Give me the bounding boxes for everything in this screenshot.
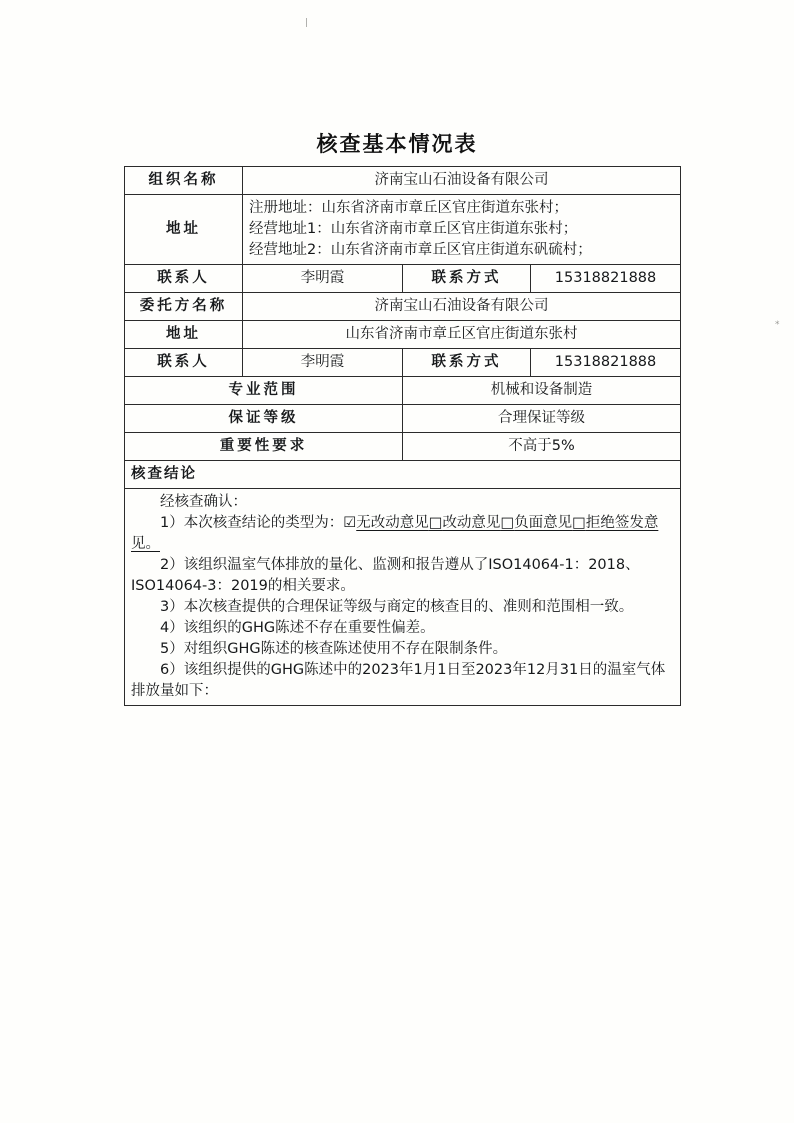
checkbox-negative[interactable]: □: [500, 515, 515, 532]
option-refuse: 拒绝签发意见。: [131, 515, 659, 553]
table-row: [125, 293, 681, 321]
row-value-address: [243, 195, 681, 265]
table-row: [125, 377, 681, 405]
conclusion-item-2: 2）该组织温室气体排放的量化、监测和报告遵从了ISO14064-1：2018、ISO14064-3：2019的相关要求。: [131, 557, 640, 595]
row-value-assurance-level: 合理保证等级: [403, 405, 681, 433]
row-label-materiality: 重要性要求: [125, 433, 403, 461]
conclusion-body: [125, 489, 681, 706]
address-line-operating-2: 经营地址2：山东省济南市章丘区官庄街道东矾硫村；: [249, 242, 592, 259]
row-label-assurance-level: 保证等级: [125, 405, 403, 433]
address-line-registered: 注册地址：山东省济南市章丘区官庄街道东张村；: [249, 200, 568, 217]
table-row: [125, 321, 681, 349]
margin-mark-right: *: [775, 320, 780, 330]
conclusion-item-1: [131, 513, 674, 555]
conclusion-intro: 经核查确认：: [160, 494, 247, 511]
row-label-client-name: 委托方名称: [125, 293, 243, 321]
conclusion-item-6: 6）该组织提供的GHG陈述中的2023年1月1日至2023年12月31日的温室气体排放量如下：: [131, 662, 666, 700]
conclusion-item-4: 4）该组织的GHG陈述不存在重要性偏差。: [160, 620, 435, 637]
row-label-scope: 专业范围: [125, 377, 403, 405]
table-row: [125, 405, 681, 433]
row-value-org-name: 济南宝山石油设备有限公司: [243, 167, 681, 195]
table-row: [125, 461, 681, 489]
option-no-change: 无改动意见: [356, 515, 429, 532]
row-label-client-contact: 联系人: [125, 349, 243, 377]
table-row: [125, 195, 681, 265]
conclusion-item-5: 5）对组织GHG陈述的核查陈述使用不存在限制条件。: [160, 641, 508, 658]
item1-prefix: 1）本次核查结论的类型为：: [160, 515, 344, 532]
row-label-contact-method: 联系方式: [403, 265, 531, 293]
row-value-client-contact: 李明霞: [243, 349, 403, 377]
row-label-contact: 联系人: [125, 265, 243, 293]
verification-info-table: [124, 166, 680, 706]
conclusion-heading: 核查结论: [125, 461, 681, 489]
row-value-materiality: 不高于5%: [403, 433, 681, 461]
row-label-org-name: 组织名称: [125, 167, 243, 195]
checkbox-refuse[interactable]: □: [572, 515, 586, 532]
row-label-client-address: 地址: [125, 321, 243, 349]
checkbox-no-change-checked[interactable]: ☑: [343, 515, 357, 532]
row-value-contact-method: 15318821888: [531, 265, 681, 293]
table-row: [125, 489, 681, 706]
row-value-client-address: 山东省济南市章丘区官庄街道东张村: [243, 321, 681, 349]
row-label-address: 地址: [125, 195, 243, 265]
address-line-operating-1: 经营地址1：山东省济南市章丘区官庄街道东张村；: [249, 221, 578, 238]
row-label-client-contact-method: 联系方式: [403, 349, 531, 377]
row-value-contact: 李明霞: [243, 265, 403, 293]
table-row: [125, 349, 681, 377]
conclusion-item-3: 3）本次核查提供的合理保证等级与商定的核查目的、准则和范围相一致。: [160, 599, 634, 616]
table-row: [125, 265, 681, 293]
table-row: [125, 433, 681, 461]
option-change: 改动意见: [442, 515, 501, 532]
row-value-scope: 机械和设备制造: [403, 377, 681, 405]
checkbox-change[interactable]: □: [428, 515, 443, 532]
row-value-client-contact-method: 15318821888: [531, 349, 681, 377]
option-negative: 负面意见: [514, 515, 573, 532]
row-value-client-name: 济南宝山石油设备有限公司: [243, 293, 681, 321]
margin-mark-top: |: [305, 18, 309, 28]
page-title: 核查基本情况表: [316, 132, 478, 156]
table-row: [125, 167, 681, 195]
